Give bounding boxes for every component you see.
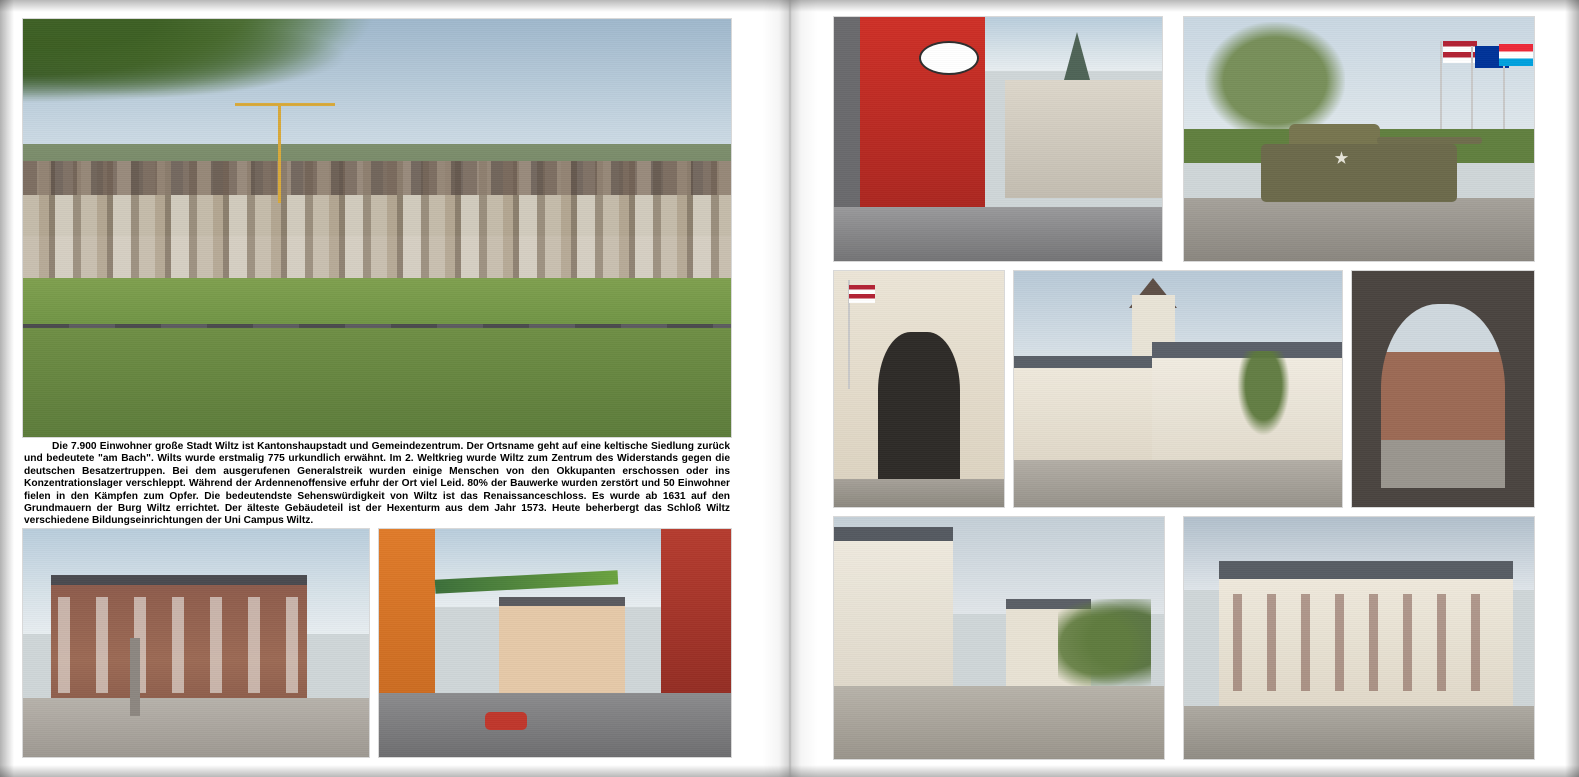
arch-opening-region xyxy=(1381,304,1505,488)
left-facade-region xyxy=(379,529,435,721)
photo-castle-courtyard xyxy=(1013,270,1343,508)
memorial-base-region xyxy=(1184,198,1534,261)
luxembourg-flag xyxy=(1499,44,1533,66)
building-region xyxy=(499,597,626,702)
ground-region xyxy=(834,479,1004,507)
photo-castle-gate xyxy=(833,270,1005,508)
courtyard-region xyxy=(834,686,1164,759)
trees-region xyxy=(1058,599,1150,691)
photo-chateau-front xyxy=(22,528,370,758)
left-wing-region xyxy=(834,527,953,710)
photo-sherman-tank-memorial xyxy=(1183,16,1535,262)
arch-opening-region xyxy=(878,332,960,478)
statue-icon xyxy=(130,638,140,716)
left-facade-region xyxy=(834,17,860,237)
plaza-region xyxy=(23,698,369,757)
photo-red-house xyxy=(833,16,1163,262)
photo-street-clock xyxy=(378,528,732,758)
tree-region xyxy=(1205,22,1345,139)
window-grid-region xyxy=(1233,594,1499,691)
photo-castle-facade xyxy=(1183,516,1535,760)
left-wing-region xyxy=(1014,356,1158,477)
caption-text-wiltz: Die 7.900 Einwohner große Stadt Wiltz ist Kantonshaupstadt und Gemeindezentrum. Der Ortsname geht auf eine keltische Siedlung zurück und bedeutete "am Bach". Wilts wurde erstmalig 775 urkundlich erwähnt. Im 2. Weltkrieg wurde Wiltz zum Zentrum des Widerstands gegen die deutschen Besatzertruppen. Bei dem ausgerufenen Generalstreik wurden einige Menschen von den Okkupanten erschossen oder ins Konzentrationslager verschleppt. Während der Ardennenoffensive erfuhr der Ort viel Leid. 80% der Bauwerke wurden zerstört und 50 Einwohner fielen in den Kämpfen zum Opfer. Die bedeutendste Sehenswürdigkeit von Wiltz ist das Renaissanceschloss. Es wurde ab 1631 auf den Grundmauern der Burg Wiltz errichtet. Der älteste Gebäudeteil ist der Hexenturm aus dem Jahr 1573. Heute beherbergt das Schloß Wiltz verschiedene Bildungseinrichtungen der Uni Campus Wiltz. xyxy=(24,441,730,527)
shrub-region xyxy=(1237,351,1289,436)
construction-crane-icon xyxy=(278,103,281,203)
photo-courtyard-wide xyxy=(833,516,1165,760)
car-icon xyxy=(485,712,527,730)
tree-branch-overlay xyxy=(22,18,405,111)
courtyard-region xyxy=(1184,706,1534,759)
road-region xyxy=(834,207,1162,261)
right-page xyxy=(789,0,1579,777)
tank-body xyxy=(1261,144,1457,203)
tank-barrel xyxy=(1377,137,1482,144)
photo-panorama-wiltz xyxy=(22,18,732,438)
background-buildings-region xyxy=(1005,80,1162,197)
road-region xyxy=(379,693,731,757)
courtyard-region xyxy=(1014,460,1342,507)
church-spire-icon xyxy=(1064,32,1090,80)
roofline-region xyxy=(23,161,731,194)
window-grid-region xyxy=(58,597,300,693)
usa-flag xyxy=(849,285,875,303)
photo-arch-view xyxy=(1351,270,1535,508)
foreground-region xyxy=(23,328,731,437)
